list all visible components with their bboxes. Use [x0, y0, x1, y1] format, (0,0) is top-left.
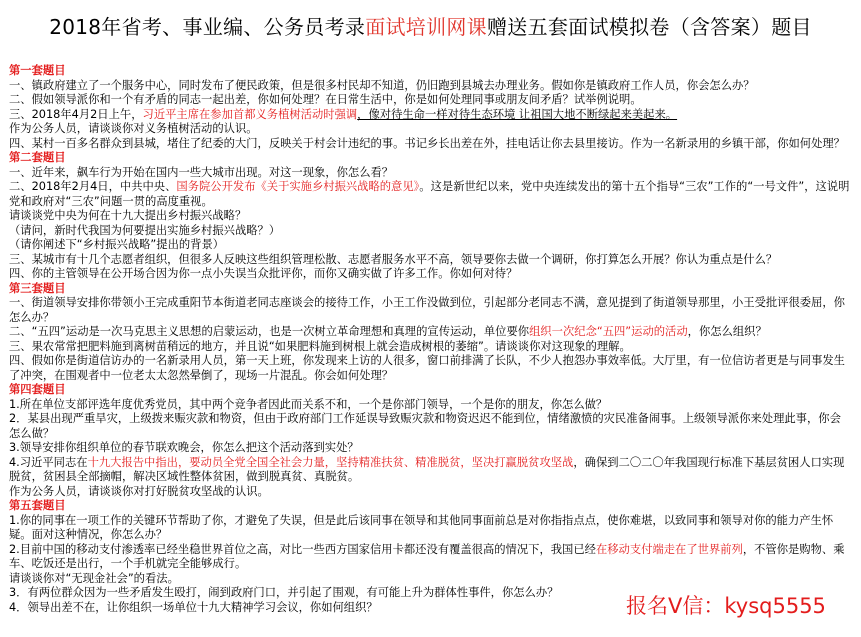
question-line: [9, 224, 851, 239]
highlighted-text: 在移动支付端走在了世界前列: [595, 542, 743, 556]
question-text: 三、2018年4月2日上午，: [9, 107, 143, 121]
question-line: [9, 79, 851, 94]
question-text: ，你怎么组织？: [687, 325, 767, 338]
set-heading: 第四套题目: [9, 383, 66, 396]
question-text: 一、镇政府建立了一个服务中心，同时发布了便民政策，但是很多村民却不知道，仍旧跑到县城去办理业务。假如你是镇政府工作人员，你会怎么办？: [9, 78, 755, 92]
highlighted-text: 习近平主席在参加首都义务植树活动时强调: [142, 107, 358, 121]
question-line: [9, 137, 851, 152]
question-line: [9, 412, 851, 441]
question-text: 四、假如你是街道信访办的一名新录用人员，第一天上班，你发现来上访的人很多，窗口前排满了长队，不少人抱怨办事效率低。大厅里，有一位信访者更是与同事发生了冲突，在围观者中一位老太太忽然晕倒了，现场一片混乱。你会如何处理？: [9, 354, 845, 382]
question-text: 1.你的同事在一项工作的关键环节帮助了你，才避免了失误，但是此后该同事在领导和其他同事面前总是对你指指点点，使你难堪，以致同事和领导对你的能力产生怀疑。面对这种情况，你怎么办？: [9, 513, 834, 541]
question-text: 请谈谈党中央为何在十九大提出乡村振兴战略？: [9, 209, 247, 222]
question-line: [9, 122, 851, 137]
highlighted-text: 国务院公开发布《关于实施乡村振兴战略的意见》: [176, 180, 420, 193]
question-text: 请谈谈你对“无现金社会”的看法。: [9, 571, 179, 585]
question-line: [9, 166, 851, 181]
set-heading: 第二套题目: [9, 151, 66, 164]
question-list: [9, 64, 851, 615]
question-text: 一、街道领导安排你带领小王完成重阳节本街道老同志座谈会的接待工作，小王工作没做到位，引起部分老同志不满，意见提到了街道领导那里，小王受批评很委屈，你怎么办？: [9, 296, 845, 324]
question-text: 二、2018年2月4日，中共中央、: [9, 180, 177, 193]
question-text: 。这是新世纪以来，党中央连续发出的第十五个指导“三农”工作的“一号文件”，这说明党和政府对“三农”问题一贯的高度重视。: [9, 180, 850, 208]
question-text: 3.领导安排你组织单位的春节联欢晚会，你怎么把这个活动落到实处？: [9, 441, 359, 454]
question-text: 一、近年来，飙车行为开始在国内一些大城市出现。对这一现象，你怎么看？: [9, 165, 394, 179]
question-text: 四、某村一百多名群众到县城，堵住了纪委的大门，反映关于村会计违纪的事。书记乡长出差在外，挂电话让你去县里接访。作为一名新录用的乡镇干部，你如何处理？: [9, 136, 845, 150]
question-line: [9, 441, 851, 456]
question-text: ，像对待生命一样对待生态环境 让祖国大地不断绿起来美起来。: [357, 107, 678, 121]
question-line: [9, 456, 851, 485]
question-text: 4.习近平同志在: [9, 455, 88, 469]
question-text: 2．某县出现严重旱灾，上级拨来赈灾款和物资，但由于政府部门工作延误导致赈灾款和物资迟迟不能到位，情绪激愤的灾民准备闹事。上级领导派你来处理此事，你会怎么做？: [9, 412, 841, 440]
question-line: [9, 93, 851, 108]
question-text: 4．领导出差不在，让你组织一场单位十九大精神学习会议，你如何组织？: [9, 600, 378, 614]
highlighted-text: 十九大报告中指出，要动员全党全国全社会力量，坚持精准扶贫、精准脱贫，坚决打赢脱贫攻坚战: [87, 455, 574, 469]
question-line: [9, 180, 851, 209]
question-line: [9, 543, 851, 572]
question-text: 四、你的主管领导在公开场合因为你一点小失误当众批评你，而你又确实做了许多工作。你如何对待？: [9, 267, 518, 280]
contact-watermark: 报名V信：kysq5555: [626, 594, 826, 618]
question-text: （请问，新时代我国为何要提出实施乡村振兴战略？）: [9, 223, 281, 237]
question-line: [9, 108, 851, 123]
question-line: [9, 296, 851, 325]
set-heading: 第一套题目: [9, 64, 66, 77]
question-text: ，不管你是购物、乘车、吃饭还是出行，一个手机就完全能够成行。: [9, 542, 845, 570]
title-part1: 2018年省考、事业编、公务员考录: [49, 15, 366, 39]
question-line: [9, 354, 851, 383]
question-text: （请你阐述下“乡村振兴战略”提出的背景）: [9, 238, 225, 251]
question-text: ，确保到二〇二〇年我国现行标准下基层贫困人口实现脱贫，贫困县全部摘帽，解决区域性整体贫困，做到脱真贫、真脱贫。: [9, 455, 845, 483]
question-line: [9, 325, 851, 340]
question-text: 1.所在单位支部评选年度优秀党员，其中两个竞争者因此而关系不和，一个是你部门领导，一个是你的朋友，你怎么做？: [9, 397, 608, 411]
question-line: [9, 572, 851, 587]
question-line: [9, 398, 851, 413]
highlighted-text: 组织一次纪念“五四”运动的活动: [529, 325, 688, 338]
question-text: 三、果农常常把肥料施到离树苗稍远的地方，并且说“如果肥料施到树根上就会造成树根的萎缩”。请谈谈你对这现象的理解。: [9, 339, 631, 353]
question-line: [9, 340, 851, 355]
page-title: [0, 14, 861, 40]
question-text: 2.目前中国的移动支付渗透率已经坐稳世界首位之高，对比一些西方国家信用卡都还没有覆盖很高的情况下，我国已经: [9, 542, 596, 556]
question-text: 二、假如领导派你和一个有矛盾的同志一起出差，你如何处理？在日常生活中，你是如何处理同事或朋友间矛盾？试举例说明。: [9, 93, 642, 106]
question-line: [9, 514, 851, 543]
set-heading: 第五套题目: [9, 499, 66, 512]
set-heading: 第三套题目: [9, 281, 66, 295]
question-text: 作为公务人员，请谈谈你对打好脱贫攻坚战的认识。: [9, 484, 269, 498]
question-text: 二、“五四”运动是一次马克思主义思想的启蒙运动，也是一次树立革命理想和真理的宣传运动，单位要你: [9, 325, 530, 338]
question-text: 作为公务人员，请谈谈你对义务植树活动的认识。: [9, 122, 258, 135]
title-highlight: 面试培训网课: [365, 15, 487, 39]
question-line: [9, 485, 851, 500]
title-part2: 赠送五套面试模拟卷（含答案）题目: [487, 15, 812, 39]
question-line: [9, 267, 851, 282]
question-text: 3．有两位群众因为一些矛盾发生殴打，闹到政府门口，并引起了围观，有可能上升为群体性事件，你怎么办？: [9, 586, 559, 599]
question-line: [9, 238, 851, 253]
question-line: [9, 209, 851, 224]
question-line: [9, 253, 851, 268]
question-text: 三、某城市有十几个志愿者组织，但很多人反映这些组织管理松散、志愿者服务水平不高，领导要你去做一个调研，你打算怎么开展？你认为重点是什么？: [9, 252, 778, 266]
